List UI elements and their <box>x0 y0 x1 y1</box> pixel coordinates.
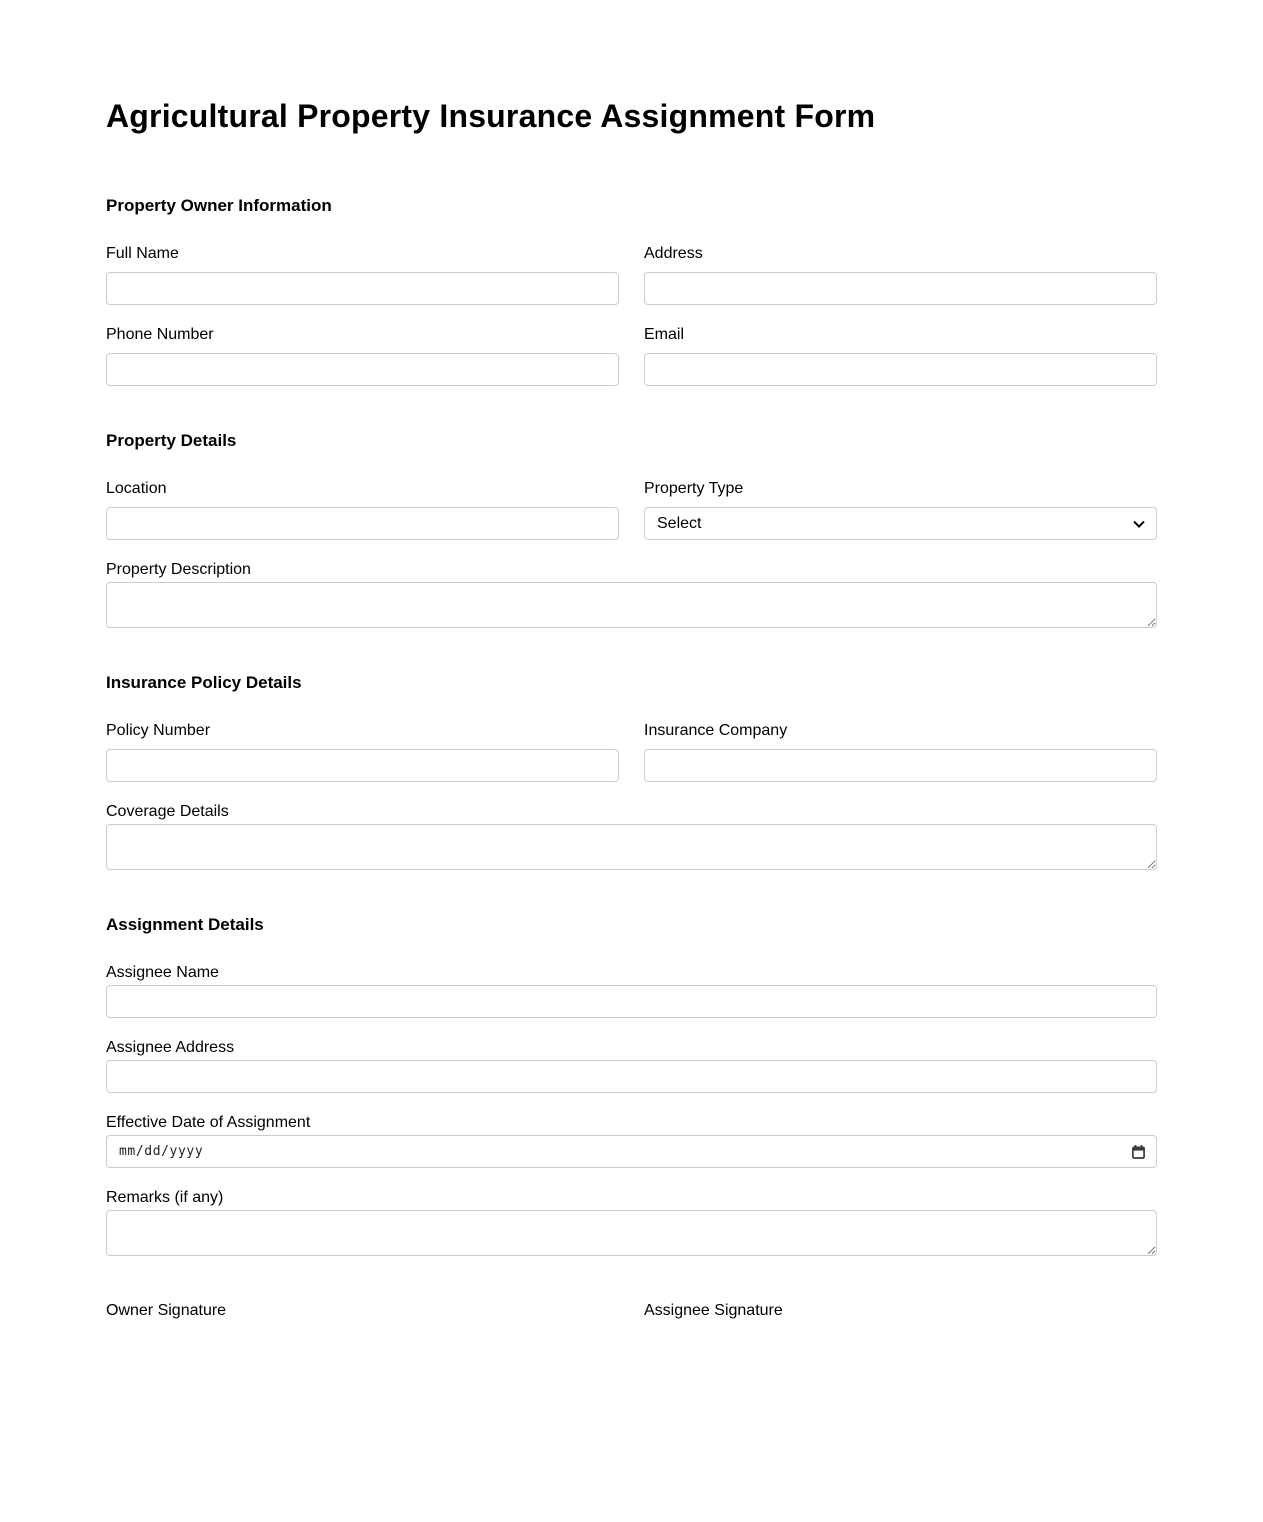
remarks-textarea[interactable] <box>106 1210 1157 1256</box>
property-type-field <box>644 479 1157 540</box>
remarks-field <box>106 1188 1157 1256</box>
assignee-signature-area <box>644 1301 1157 1320</box>
section-assignment-details <box>106 915 1157 1256</box>
address-input[interactable] <box>644 272 1157 305</box>
property-type-select-wrap <box>644 507 1157 540</box>
insurance-company-label: Insurance Company <box>644 722 788 739</box>
email-field <box>644 325 1157 386</box>
signature-row <box>106 1301 1157 1520</box>
owner-row-2 <box>106 325 1157 386</box>
policy-number-field <box>106 721 619 782</box>
property-type-label: Property Type <box>644 480 744 497</box>
address-field <box>644 244 1157 305</box>
section-heading-assignment-details: Assignment Details <box>106 915 264 934</box>
assignee-name-field <box>106 963 1157 1018</box>
effective-date-field <box>106 1113 1157 1168</box>
section-property-details <box>106 431 1157 628</box>
assignee-address-label: Assignee Address <box>106 1039 235 1056</box>
form-page <box>106 0 1157 1522</box>
location-input[interactable] <box>106 507 619 540</box>
assignee-address-input[interactable] <box>106 1060 1157 1093</box>
phone-number-field <box>106 325 619 386</box>
insurance-company-field <box>644 721 1157 782</box>
email-input[interactable] <box>644 353 1157 386</box>
section-heading-property-details: Property Details <box>106 431 237 450</box>
effective-date-label: Effective Date of Assignment <box>106 1114 311 1131</box>
property-description-textarea[interactable] <box>106 582 1157 628</box>
owner-signature-label: Owner Signature <box>106 1302 227 1319</box>
owner-row-1 <box>106 244 1157 305</box>
property-description-field <box>106 560 1157 628</box>
policy-number-label: Policy Number <box>106 722 211 739</box>
property-type-select[interactable] <box>644 507 1157 540</box>
address-label: Address <box>644 245 703 262</box>
phone-number-input[interactable] <box>106 353 619 386</box>
insurance-company-input[interactable] <box>644 749 1157 782</box>
phone-number-label: Phone Number <box>106 326 214 343</box>
email-label: Email <box>644 326 685 343</box>
full-name-field <box>106 244 619 305</box>
location-field <box>106 479 619 540</box>
assignee-address-field <box>106 1038 1157 1093</box>
policy-row-1 <box>106 721 1157 782</box>
assignee-name-input[interactable] <box>106 985 1157 1018</box>
assignee-signature-label: Assignee Signature <box>644 1302 783 1319</box>
policy-number-input[interactable] <box>106 749 619 782</box>
assignee-name-label: Assignee Name <box>106 964 219 981</box>
full-name-input[interactable] <box>106 272 619 305</box>
section-heading-owner-info: Property Owner Information <box>106 196 332 215</box>
coverage-details-label: Coverage Details <box>106 803 229 820</box>
section-heading-policy-details: Insurance Policy Details <box>106 673 302 692</box>
full-name-label: Full Name <box>106 245 179 262</box>
coverage-details-textarea[interactable] <box>106 824 1157 870</box>
property-row-1 <box>106 479 1157 540</box>
page-title: Agricultural Property Insurance Assignment Form <box>106 98 876 134</box>
section-property-owner-information <box>106 196 1157 386</box>
remarks-label: Remarks (if any) <box>106 1189 224 1206</box>
effective-date-input[interactable] <box>106 1135 1157 1168</box>
coverage-details-field <box>106 802 1157 870</box>
effective-date-wrap <box>106 1135 1157 1168</box>
owner-signature-area <box>106 1301 619 1320</box>
section-insurance-policy-details <box>106 673 1157 870</box>
location-label: Location <box>106 480 167 497</box>
property-description-label: Property Description <box>106 561 251 578</box>
